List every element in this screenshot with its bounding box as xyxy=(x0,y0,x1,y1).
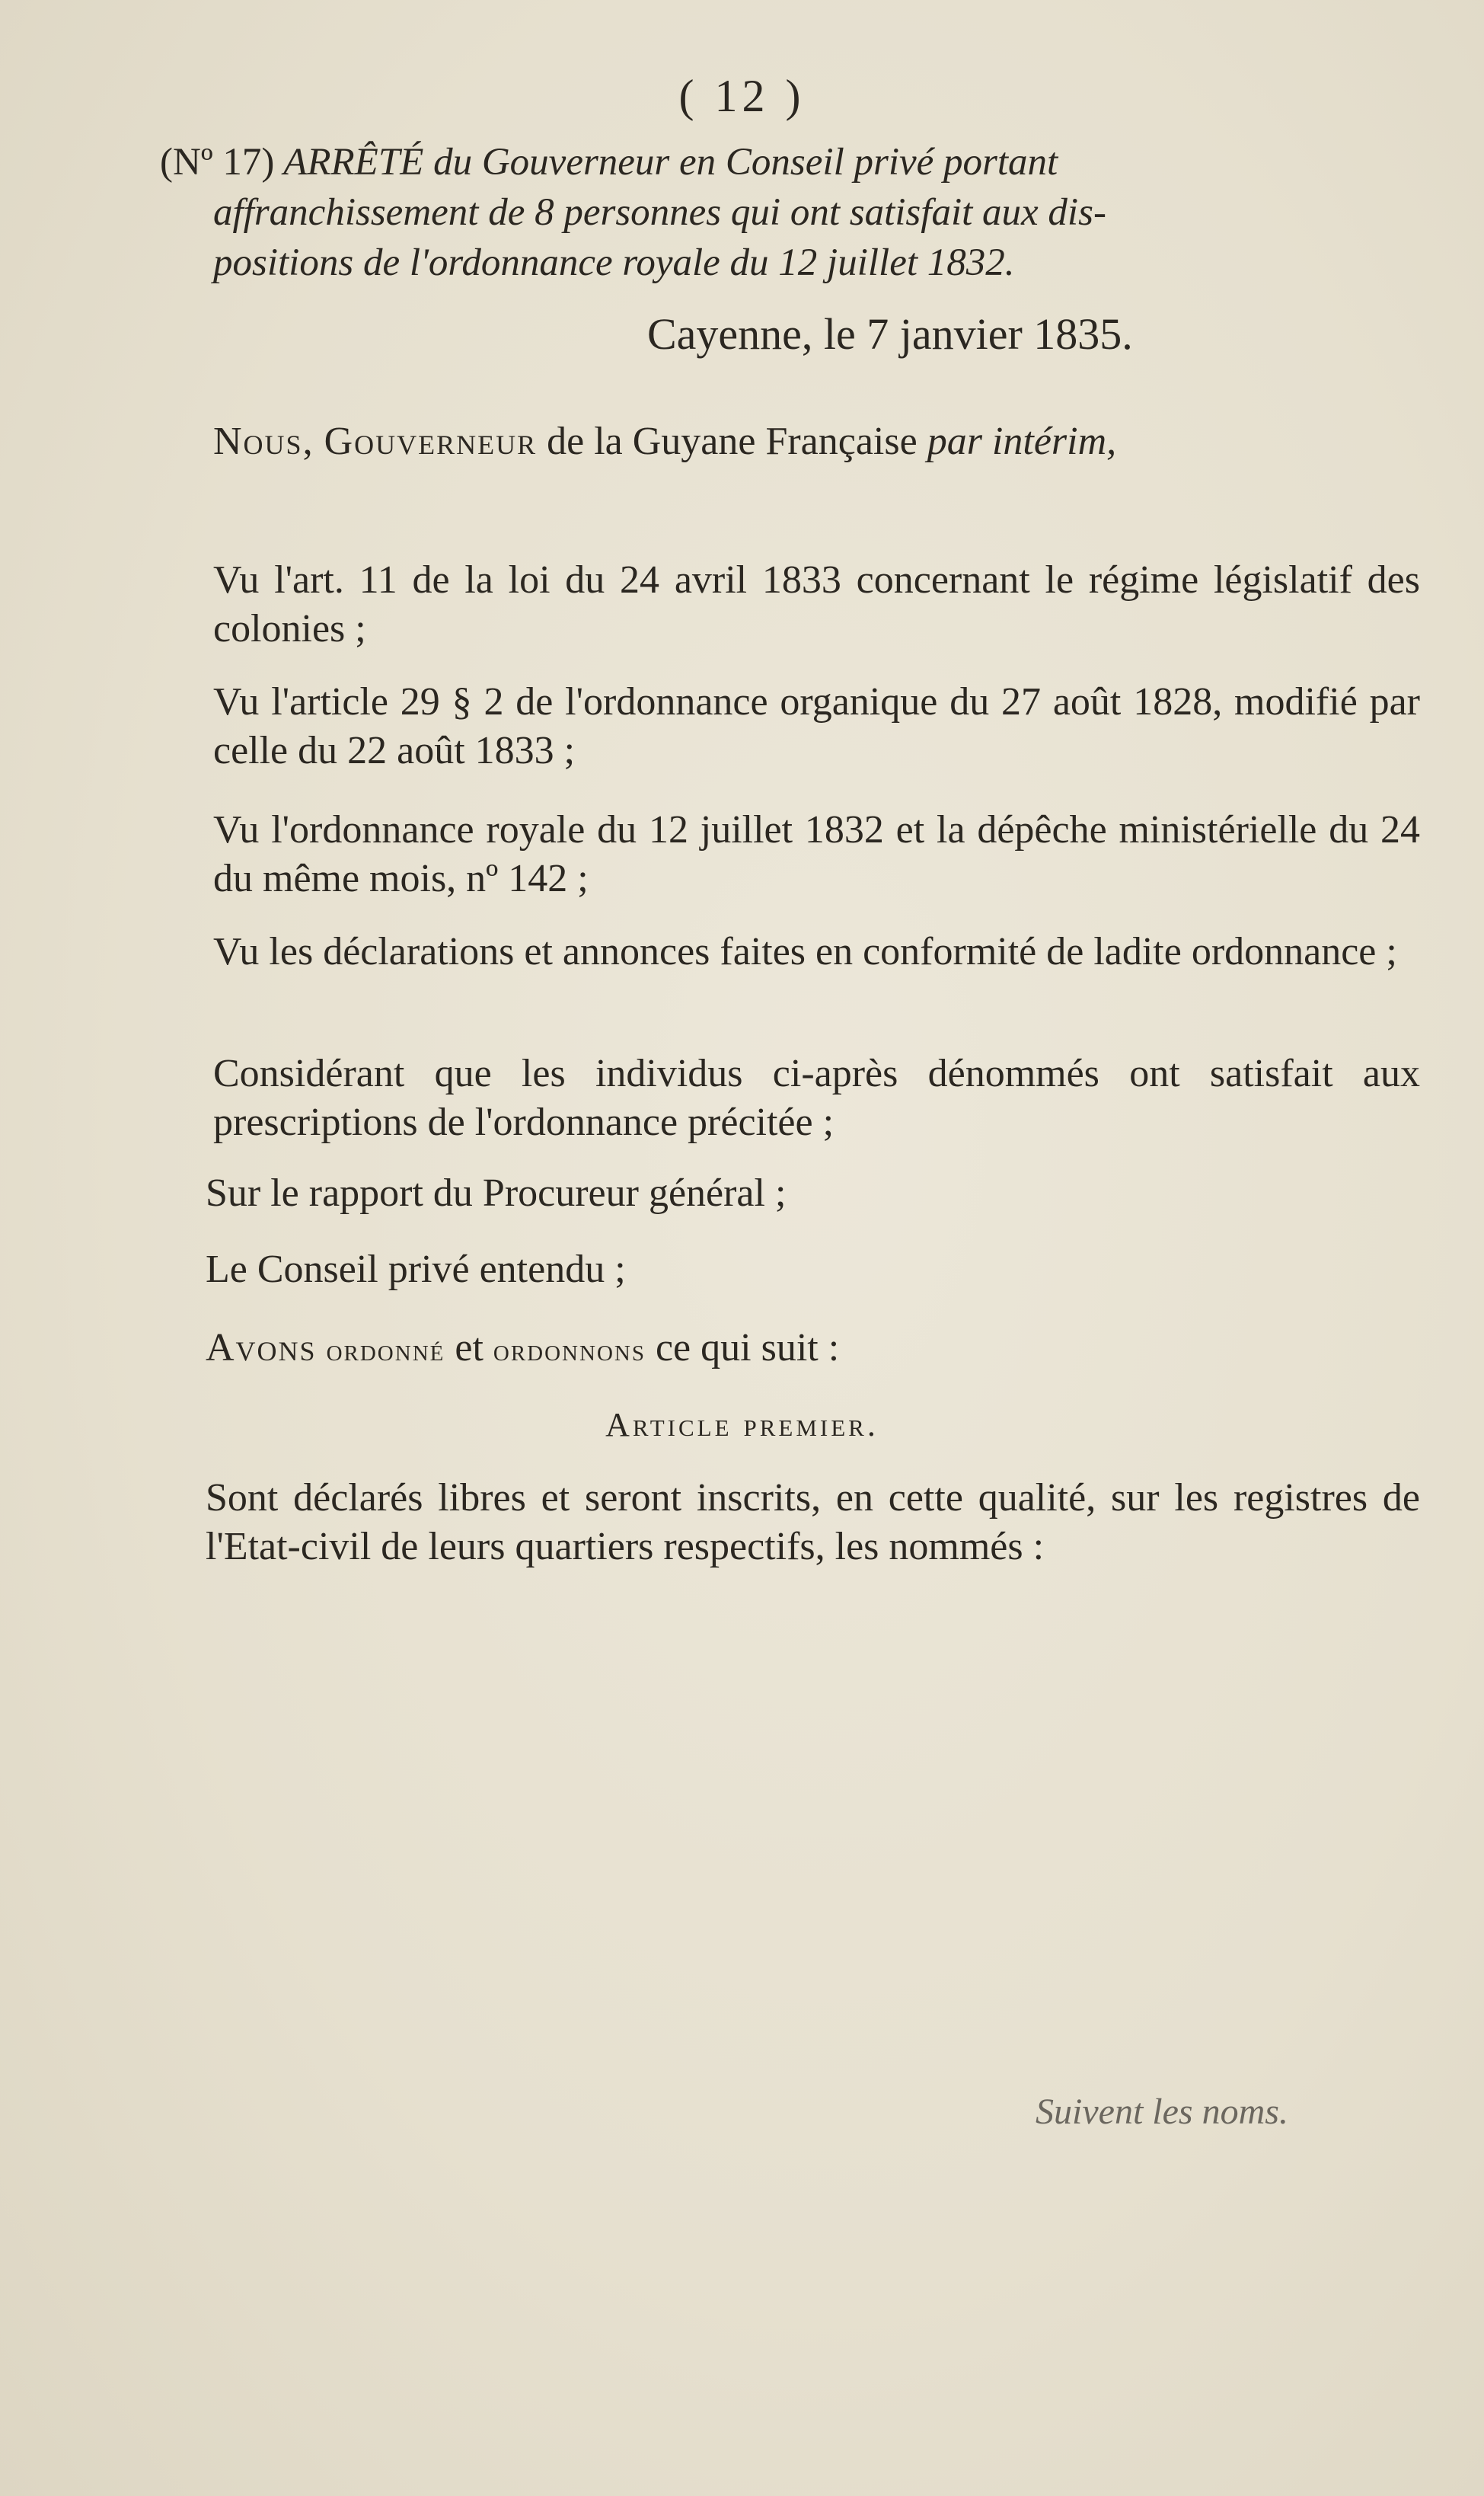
decree-rest: ce qui suit : xyxy=(655,1326,840,1369)
heading-line-3: positions de l'ordonnance royale du 12 juillet 1832. xyxy=(213,241,1015,284)
decree-ordonnons: ordonnons xyxy=(493,1333,646,1368)
intro-rest: de la Guyane Française xyxy=(547,420,918,463)
paragraph-7-text: Le Conseil privé entendu ; xyxy=(206,1248,626,1291)
heading-line-2: affranchissement de 8 personnes qui ont satisfait aux dis- xyxy=(213,191,1106,234)
intro-nous: Nous, xyxy=(213,420,314,463)
paragraph-3 xyxy=(160,806,1420,903)
heading-line-1 xyxy=(160,137,1424,187)
decree-line xyxy=(160,1324,1420,1375)
paragraph-6 xyxy=(160,1169,1420,1218)
page-number: ( 12 ) xyxy=(678,71,806,121)
paragraph-1 xyxy=(160,556,1420,654)
dateline: Cayenne, le 7 janvier 1835. xyxy=(647,309,1133,359)
heading-text-1: ARRÊTÉ du Gouverneur en Conseil privé portant xyxy=(283,141,1058,184)
decree-et: et xyxy=(455,1326,483,1369)
decree-ordonne: ordonné xyxy=(326,1333,445,1368)
intro-paragraph xyxy=(160,417,1420,466)
intro-italic: par intérim, xyxy=(927,420,1117,463)
decree-heading xyxy=(160,137,1424,288)
paragraph-5-text: Considérant que les individus ci-après dénommés ont satisfait aux prescriptions de l'ordonnance précitée ; xyxy=(213,1052,1420,1144)
paragraph-2 xyxy=(160,678,1420,775)
paragraph-6-text: Sur le rapport du Procureur général ; xyxy=(206,1171,787,1215)
article-text: Sont déclarés libres et seront inscrits, en cette qualité, sur les registres de l'Etat-civil de leurs quartiers respectifs, les nommés : xyxy=(206,1476,1420,1568)
heading-label: (Nº 17) xyxy=(160,141,275,184)
decree-line-text xyxy=(160,1324,1420,1375)
decree-avons: Avons xyxy=(206,1326,317,1369)
continuation-note: Suivent les noms. xyxy=(1036,2092,1288,2132)
paragraph-3-text: Vu l'ordonnance royale du 12 juillet 1832 et la dépêche ministérielle du 24 du même mois, nº 142 ; xyxy=(213,808,1420,900)
paragraph-7 xyxy=(160,1245,1420,1294)
paragraph-1-text: Vu l'art. 11 de la loi du 24 avril 1833 concernant le régime législatif des colonies ; xyxy=(213,558,1420,650)
paragraph-5 xyxy=(160,1050,1420,1147)
intro-gouverneur: Gouverneur xyxy=(324,420,538,463)
paragraph-4 xyxy=(160,928,1420,976)
paragraph-4-text: Vu les déclarations et annonces faites en conformité de ladite ordonnance ; xyxy=(213,930,1397,973)
article-title: Article premier. xyxy=(605,1406,879,1443)
article-paragraph xyxy=(160,1474,1420,1571)
paragraph-2-text: Vu l'article 29 § 2 de l'ordonnance organique du 27 août 1828, modifié par celle du 22 août 1833 ; xyxy=(213,680,1420,772)
